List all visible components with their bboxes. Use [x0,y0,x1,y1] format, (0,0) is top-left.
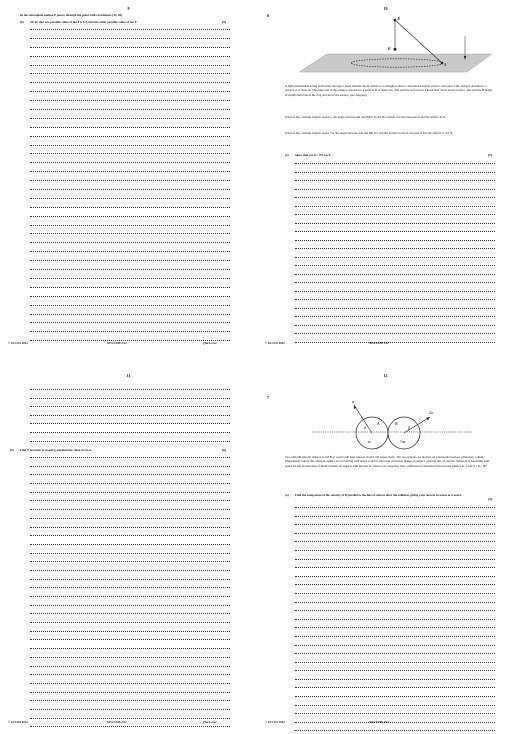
paragraph-3: When A has constant angular speed ½ω, the angle between AR and BR is α and the normal reaction between A and the surface is 3/4 N. [285,131,453,135]
page-number: 12 [383,373,388,378]
answer-line[interactable] [30,296,230,297]
answer-line[interactable] [30,65,230,66]
answer-line[interactable] [295,593,495,594]
answer-line[interactable] [30,579,230,580]
answer-line[interactable] [295,687,495,688]
answer-line[interactable] [30,118,230,119]
answer-line[interactable] [30,180,230,181]
answer-line[interactable] [30,162,230,163]
paper-code: 9231/33/M/J/22 [107,720,127,724]
answer-line[interactable] [30,674,230,675]
answer-line[interactable] [295,653,495,654]
answer-line[interactable] [295,533,495,534]
answer-line[interactable] [30,56,230,57]
answer-lines[interactable] [295,163,495,343]
question-text: Given that one possible value of tan θ is 5/3, find the other possible value of tan θ. [30,20,138,24]
copyright: © UCLES 2022 [265,341,285,345]
answer-line[interactable] [295,713,495,714]
velocity-b-arrowhead [426,417,430,420]
answer-line[interactable] [30,73,230,74]
answer-line[interactable] [30,553,230,554]
answer-line[interactable] [30,441,230,442]
answer-line[interactable] [30,544,230,545]
answer-line[interactable] [30,639,230,640]
turn-over: [Turn over [203,720,217,724]
answer-line[interactable] [295,342,495,343]
question-text: Find N in terms of m and g and find the value of cos α. [20,448,92,452]
answer-lines[interactable] [30,29,230,341]
label-r: R [397,16,400,21]
label-2u: 2u [429,410,433,415]
answer-line[interactable] [295,730,495,731]
paragraph-1: A light inextensible string is threaded through a fixed smooth ring R which is at a height h above a smooth horizontal surface. One end of the string is attached to a particle A of mass m. The other end of the string is attached to a particle B of mass ½m. The particle A moves in a horizontal circle on the surface. The particle B hangs in equilibrium below the ring and above the surface (see diagram). [285,84,493,97]
answer-line[interactable] [295,636,495,637]
page-12 [257,367,514,734]
answer-line[interactable] [30,509,230,510]
answer-line[interactable] [30,233,230,234]
answer-line[interactable] [295,550,495,551]
answer-line[interactable] [295,248,495,249]
intro-text: In the subsequent motion P passes through the point with coordinates (34, 20). [20,13,123,17]
copyright: © UCLES 2022 [265,720,285,724]
answer-line[interactable] [30,251,230,252]
answer-line[interactable] [295,282,495,283]
answer-line[interactable] [30,260,230,261]
horizontal-surface [299,54,492,72]
paragraph-1: Two uniform smooth spheres A and B of equal radii have masses m and ⅓m respectively. The two spheres are moving on a horizontal surface when they collide. Immediately before the collision, sphere A is travelling with speed u and its direction of motion makes an angle α with the line of centres. Sphere B is travelling with speed 2u and its direction of motion makes an angle β with the line of centres (see diagram). The coefficient of restitution between the spheres is ½ and α + β = 90°. [285,455,490,468]
particle-b [394,48,397,51]
answer-line[interactable] [295,206,495,207]
answer-line[interactable] [295,316,495,317]
question-text: Find the component of the velocity of B parallel to the line of centres after the collision, giving your answer in terms of u and α. [295,493,462,497]
answer-line[interactable] [30,109,230,110]
question-number: 7 [267,395,269,400]
answer-line[interactable] [30,225,230,226]
page-9 [0,0,257,367]
answer-line[interactable] [30,605,230,606]
answer-line[interactable] [30,657,230,658]
answer-line[interactable] [30,432,230,433]
answer-line[interactable] [295,567,495,568]
answer-line[interactable] [295,299,495,300]
answer-line[interactable] [30,127,230,128]
label-mass-b: ⅓m [400,440,406,444]
copyright: © UCLES 2022 [8,341,28,345]
answer-line[interactable] [295,507,495,508]
answer-line[interactable] [30,500,230,501]
answer-lines[interactable] [30,457,230,734]
ring-string-diagram [287,14,497,76]
answer-line[interactable] [30,242,230,243]
paper-code: 9231/33/M/J/22 [107,341,127,345]
answer-line[interactable] [295,559,495,560]
part-label: (a) [285,153,289,157]
answer-line[interactable] [30,415,230,416]
answer-line[interactable] [30,331,230,332]
answer-line[interactable] [30,570,230,571]
answer-line[interactable] [295,163,495,164]
answer-line[interactable] [295,265,495,266]
particle-a [441,62,444,65]
answer-line[interactable] [30,136,230,137]
answer-line[interactable] [295,524,495,525]
answer-line[interactable] [30,527,230,528]
label-a: A [377,421,380,426]
page-number: 11 [126,373,131,378]
answer-line[interactable] [30,709,230,710]
paragraph-2: When A has constant angular speed ω, the angle between AR and BR is θ and the normal reaction between A and the surface is N. [285,115,446,119]
answer-line[interactable] [30,322,230,323]
page-number: 9 [127,6,130,11]
answer-line[interactable] [295,662,495,663]
label-a: A [444,62,447,67]
copyright: © UCLES 2022 [8,720,28,724]
answer-line[interactable] [30,171,230,172]
answer-line[interactable] [30,692,230,693]
answer-lines[interactable] [295,507,495,731]
answer-line[interactable] [30,587,230,588]
marks: [6] [222,448,226,452]
answer-line[interactable] [30,189,230,190]
label-b: B [395,421,398,426]
answer-line[interactable] [30,29,230,30]
spheres-collision-diagram [312,393,472,453]
answer-line[interactable] [295,172,495,173]
answer-line[interactable] [30,622,230,623]
answer-line[interactable] [30,47,230,48]
marks: [4] [488,497,492,501]
answer-line[interactable] [295,516,495,517]
answer-line[interactable] [30,613,230,614]
answer-line[interactable] [295,223,495,224]
answer-line[interactable] [30,398,230,399]
answer-line[interactable] [30,198,230,199]
part-label: (a) [285,493,289,497]
answer-line[interactable] [30,631,230,632]
velocity-b [404,417,430,433]
answer-line[interactable] [30,718,230,719]
answer-line[interactable] [30,700,230,701]
answer-line[interactable] [295,679,495,680]
answer-line[interactable] [295,197,495,198]
answer-line[interactable] [30,561,230,562]
answer-line[interactable] [30,474,230,475]
answer-line[interactable] [295,722,495,723]
answer-line[interactable] [295,619,495,620]
answer-line[interactable] [295,541,495,542]
answer-line[interactable] [30,389,230,390]
answer-line[interactable] [295,670,495,671]
page-11 [0,367,257,734]
answer-line[interactable] [295,696,495,697]
answer-line[interactable] [30,100,230,101]
answer-line[interactable] [30,82,230,83]
answer-line[interactable] [30,648,230,649]
answer-line[interactable] [30,305,230,306]
answer-line[interactable] [30,406,230,407]
answer-line[interactable] [30,518,230,519]
answer-line[interactable] [30,91,230,92]
answer-line[interactable] [30,726,230,727]
answer-line[interactable] [30,145,230,146]
answer-line[interactable] [295,180,495,181]
answer-line[interactable] [295,584,495,585]
answer-line[interactable] [295,610,495,611]
answer-line[interactable] [295,627,495,628]
answer-line[interactable] [295,214,495,215]
answer-line[interactable] [30,535,230,536]
answer-line[interactable] [30,278,230,279]
answer-line[interactable] [30,483,230,484]
label-beta: β [408,426,410,430]
answer-line[interactable] [30,269,230,270]
answer-line[interactable] [30,683,230,684]
answer-line[interactable] [295,308,495,309]
question-number: 6 [267,13,269,18]
part-label: (b) [20,20,24,24]
answer-line[interactable] [295,705,495,706]
answer-line[interactable] [295,291,495,292]
label-mass-a: m [368,440,371,444]
label-alpha: α [364,426,366,430]
answer-line[interactable] [30,457,230,458]
answer-line[interactable] [295,274,495,275]
marks: [5] [488,153,492,157]
answer-line[interactable] [295,257,495,258]
answer-line[interactable] [30,466,230,467]
page-number: 10 [383,6,388,11]
answer-line[interactable] [30,666,230,667]
answer-lines-continued[interactable] [30,389,230,442]
answer-line[interactable] [295,189,495,190]
question-text: Show that cos α = 4/3 cos θ. [295,153,332,157]
label-b: B [388,46,391,51]
page-10 [257,0,514,367]
answer-line[interactable] [30,596,230,597]
answer-line[interactable] [30,216,230,217]
answer-line[interactable] [30,153,230,154]
answer-line[interactable] [30,38,230,39]
answer-line[interactable] [30,340,230,341]
marks: [5] [222,20,226,24]
paper-code: 9231/33/M/J/22 [369,720,389,724]
answer-line[interactable] [295,645,495,646]
part-label: (b) [10,448,14,452]
ring-r [394,19,397,22]
answer-line[interactable] [295,602,495,603]
answer-line[interactable] [30,314,230,315]
answer-line[interactable] [30,207,230,208]
turn-over: [Turn over [203,341,217,345]
answer-line[interactable] [295,576,495,577]
answer-line[interactable] [30,423,230,424]
answer-line[interactable] [295,325,495,326]
answer-line[interactable] [295,231,495,232]
answer-line[interactable] [295,333,495,334]
paper-code: 9231/33/M/J/22 [369,341,389,345]
answer-line[interactable] [30,492,230,493]
label-u: u [352,399,354,404]
answer-line[interactable] [30,287,230,288]
answer-line[interactable] [295,240,495,241]
